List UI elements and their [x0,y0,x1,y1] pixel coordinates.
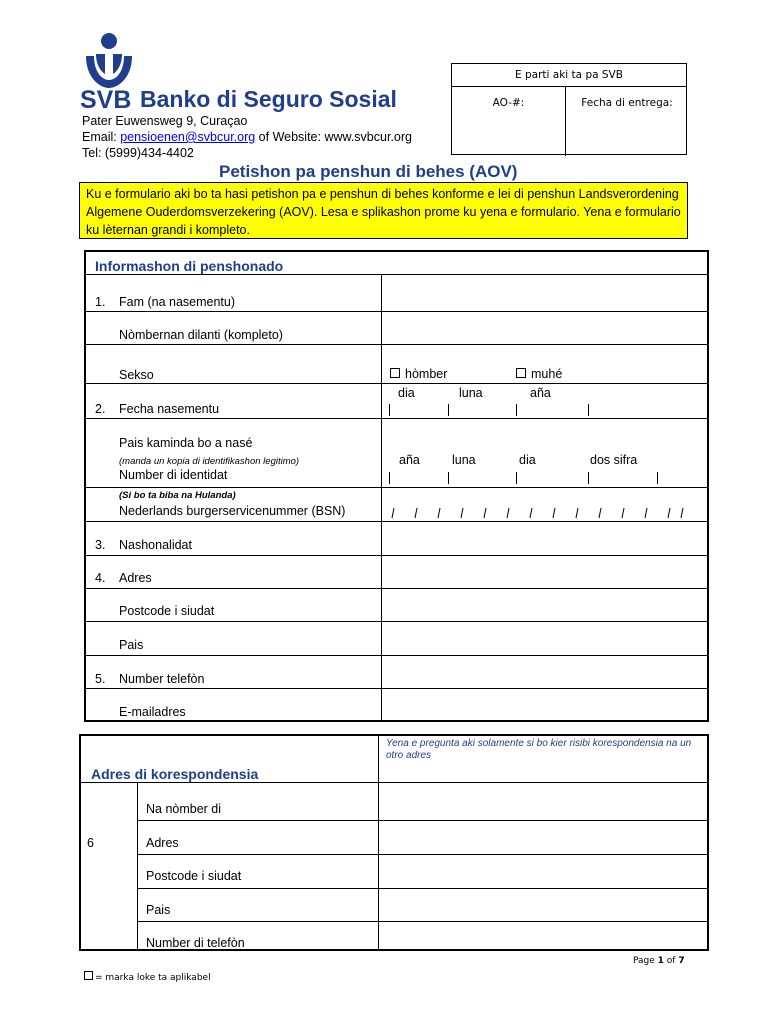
corr-postcode-field[interactable] [380,856,706,887]
id-copy-note: (manda un kopia di identifikashon legitimo) [119,456,300,467]
corr-phone-field[interactable] [380,923,706,948]
nationality-field[interactable] [383,523,706,554]
item-number-5: 5. [95,672,106,686]
birth-date-field[interactable] [383,400,706,417]
address-line: Pater Euwensweg 9, Curaçao [82,114,248,128]
male-checkbox[interactable]: hòmber [390,367,447,381]
email-line: Email: pensioenen@svbcur.org of Website: www.svbcur.org [82,130,412,144]
postcode-field[interactable] [383,590,706,620]
bsn-digit-separators [383,503,706,520]
birth-country-label: Pais kaminda bo a nasé [119,436,253,450]
ao-number-field[interactable]: AO-#: [492,97,525,109]
first-names-label: Nòmbernan dilanti (kompleto) [119,328,283,342]
birth-month-header: luna [459,386,483,400]
tel-line: Tel: (5999)434-4402 [82,146,194,160]
item-number-6: 6 [87,836,94,850]
checkbox-icon [390,368,400,378]
correspondence-note: Yena e pregunta aki solamente si bo kier risibi korespondensia na un otro adres [386,738,692,761]
checkbox-legend: = marka loke ta aplikabel [84,971,211,983]
corr-name-label: Na nòmber di [146,802,222,816]
surname-field[interactable] [383,276,706,310]
corr-country-field[interactable] [380,890,706,920]
checkbox-icon [84,971,93,980]
country-field[interactable] [383,623,706,654]
nationality-label: Nashonalidat [119,538,192,552]
postcode-label: Postcode i siudat [119,604,215,618]
svb-logo-icon [78,30,140,90]
surname-label: Fam (na nasementu) [119,295,236,309]
id-year-header: aña [399,453,420,467]
address-field[interactable] [383,557,706,587]
birth-day-header: dia [398,386,415,400]
item-number-4: 4. [95,571,106,585]
id-two-digits-header: dos sifra [590,453,638,467]
first-names-field[interactable] [383,313,706,343]
delivery-date-field[interactable]: Fecha di entrega: [581,97,673,109]
country-label: Pais [119,638,144,652]
intro-box: Ku e formulario aki bo ta hasi petishon pa e penshun di behes konforme e lei di penshun Landsverordening Algemene Ouderdomsverzekering (AOV). Lesa e splikashon prome ku yena e formulario. Yena e formulario ku lèternan grandi i kompleto. [79,182,688,239]
svb-box-title: E parti aki ta pa SVB [515,69,623,81]
svb-office-box [451,63,687,155]
id-day-header: dia [519,453,536,467]
address-block [82,113,412,161]
id-number-field[interactable] [383,468,706,486]
female-checkbox[interactable]: muhé [516,367,562,381]
corr-phone-label: Number di telefòn [146,936,245,950]
phone-label: Number telefòn [119,672,205,686]
email-field[interactable] [383,690,706,719]
corr-name-field[interactable] [380,784,706,819]
section2-title: Adres di korespondensia [91,766,259,782]
id-number-label: Number di identidat [119,468,228,482]
bank-name: Banko di Seguro Sosial [140,86,397,112]
section1-title: Informashon di penshonado [95,258,284,274]
item-number-3: 3. [95,538,106,552]
corr-address-label: Adres [146,836,179,850]
item-number-2: 2. [95,402,106,416]
email-link[interactable]: pensioenen@svbcur.org [120,130,256,144]
corr-country-label: Pais [146,903,171,917]
id-month-header: luna [452,453,476,467]
phone-field[interactable] [383,657,706,687]
form-title: Petishon pa penshun di behes (AOV) [219,162,518,181]
item-number-1: 1. [95,295,106,309]
bsn-field[interactable] [383,503,706,520]
logo-text: SVB [80,86,132,114]
email-label: E-mailadres [119,705,186,719]
birth-year-header: aña [530,386,551,400]
bsn-label: Nederlands burgerservicenummer (BSN) [119,504,346,518]
sex-label: Sekso [119,368,154,382]
birth-date-label: Fecha nasementu [119,402,220,416]
page-number: Page 1 of 7 [633,956,685,966]
bsn-note: (Si bo ta biba na Hulanda) [119,490,236,501]
corr-address-field[interactable] [380,822,706,853]
svb-logo [78,30,140,90]
address-label: Adres [119,571,152,585]
corr-postcode-label: Postcode i siudat [146,869,242,883]
checkbox-icon [516,368,526,378]
